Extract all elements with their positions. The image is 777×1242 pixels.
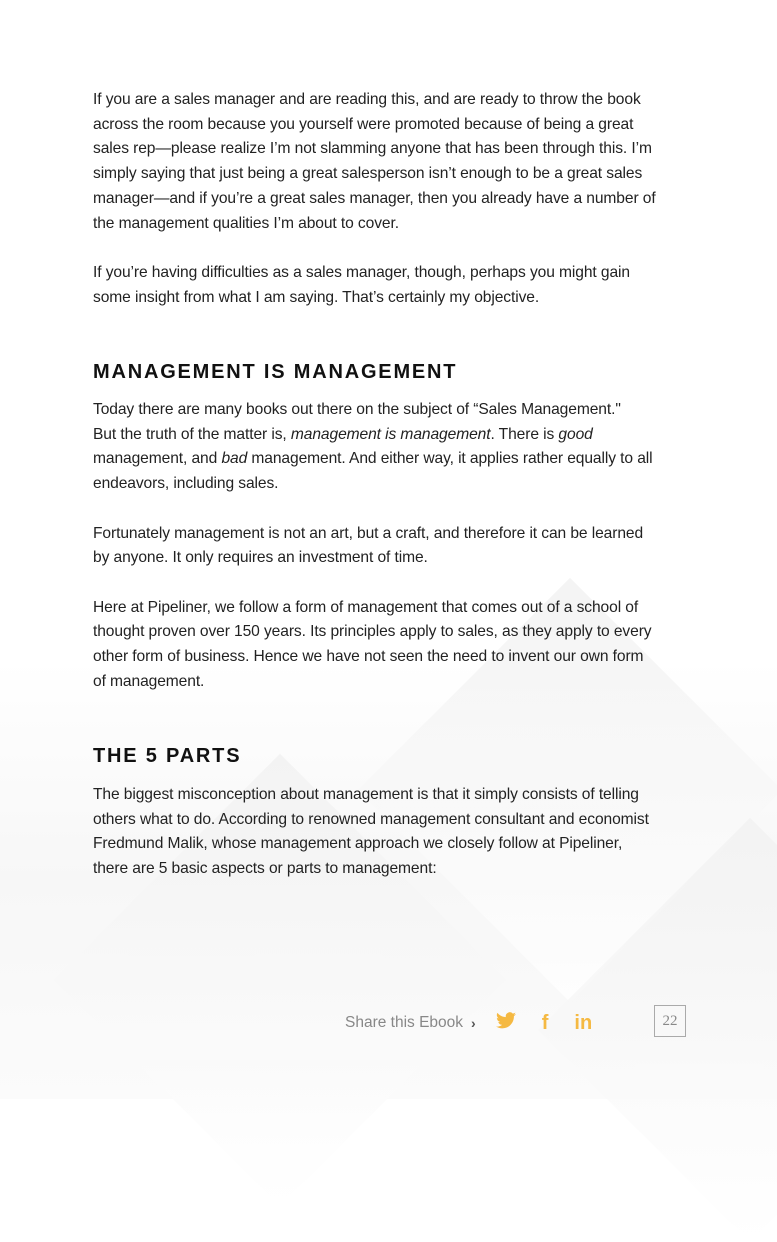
section-heading: MANAGEMENT IS MANAGEMENT xyxy=(93,361,458,383)
text-line xyxy=(93,261,693,286)
text-line xyxy=(93,113,693,138)
text-line xyxy=(93,88,693,113)
text-line xyxy=(93,620,693,645)
text: management, and xyxy=(93,450,222,468)
text-line xyxy=(93,472,693,497)
section-a xyxy=(93,88,693,335)
facebook-icon[interactable]: f xyxy=(541,1011,549,1034)
text: sales rep—please realize I’m not slamming anyone that has been through this. I’m xyxy=(93,140,652,158)
text: other form of business. Hence we have not seen the need to invent our own form xyxy=(93,648,644,665)
italic-text: bad xyxy=(221,450,248,468)
text: others what to do. According to renowned management consultant and economist xyxy=(93,810,649,828)
text-line xyxy=(93,546,693,571)
text: Today there are many books out there on the subject of “Sales Management." xyxy=(93,401,621,418)
text-line xyxy=(93,670,693,695)
text: But the truth of the matter is, xyxy=(93,425,291,443)
text: . There is xyxy=(490,425,559,443)
text: Here at Pipeliner, we follow a form of management that comes out of a school of xyxy=(93,598,639,616)
paragraph xyxy=(93,261,693,310)
text-line xyxy=(93,783,693,808)
section-b xyxy=(93,398,693,719)
italic-text: management is management xyxy=(290,425,491,443)
paragraph xyxy=(93,88,693,236)
text: If you’re having difficulties as a sales manager, though, perhaps you might gain xyxy=(93,263,630,281)
share-label[interactable]: Share this Ebook xyxy=(345,1014,464,1031)
linkedin-icon[interactable]: in xyxy=(574,1011,593,1034)
text: endeavors, including sales. xyxy=(93,475,279,493)
chevron-right-icon: › xyxy=(471,1015,476,1031)
text-line xyxy=(93,522,693,547)
text: of management. xyxy=(93,672,205,690)
text-line xyxy=(93,286,693,311)
text: Fredmund Malik, whose management approach we closely follow at Pipeliner, xyxy=(93,835,623,853)
text: manager—and if you’re a great sales manager, then you already have a number of xyxy=(93,189,656,207)
text-line xyxy=(93,645,693,670)
paragraph xyxy=(93,783,693,882)
text-line xyxy=(93,162,693,187)
text-line xyxy=(93,596,693,621)
text: there are 5 basic aspects or parts to management: xyxy=(93,860,437,878)
paragraph xyxy=(93,522,693,571)
text: management. And either way, it applies rather equally to all xyxy=(247,450,653,468)
text-line xyxy=(93,832,693,857)
text-line xyxy=(93,212,693,237)
text: by anyone. It only requires an investment of time. xyxy=(93,549,428,567)
text: If you are a sales manager and are reading this, and are ready to throw the book xyxy=(93,91,641,108)
paragraph xyxy=(93,398,693,497)
text-line xyxy=(93,137,693,162)
text: simply saying that just being a great salesperson isn’t enough to be a great sales xyxy=(93,165,643,183)
page-number: 22 xyxy=(654,1005,686,1037)
text: some insight from what I am saying. That’s certainly my objective. xyxy=(93,288,540,306)
text-line xyxy=(93,808,693,833)
text: Fortunately management is not an art, but a craft, and therefore it can be learned xyxy=(93,524,644,542)
share-bar xyxy=(345,1008,592,1038)
text: thought proven over 150 years. Its principles apply to sales, as they apply to every xyxy=(93,623,652,641)
text-line xyxy=(93,187,693,212)
section-c xyxy=(93,783,693,907)
text-line xyxy=(93,857,693,882)
section-heading: THE 5 PARTS xyxy=(93,745,242,767)
twitter-icon[interactable] xyxy=(496,1012,516,1035)
paragraph xyxy=(93,596,693,695)
text-line xyxy=(93,423,693,448)
text-line xyxy=(93,447,693,472)
text: across the room because you yourself were promoted because of being a great xyxy=(93,115,634,133)
text: The biggest misconception about management is that it simply consists of telling xyxy=(93,786,639,803)
italic-text: good xyxy=(558,425,593,443)
text: the management qualities I’m about to cover. xyxy=(93,214,399,232)
text-line xyxy=(93,398,693,423)
